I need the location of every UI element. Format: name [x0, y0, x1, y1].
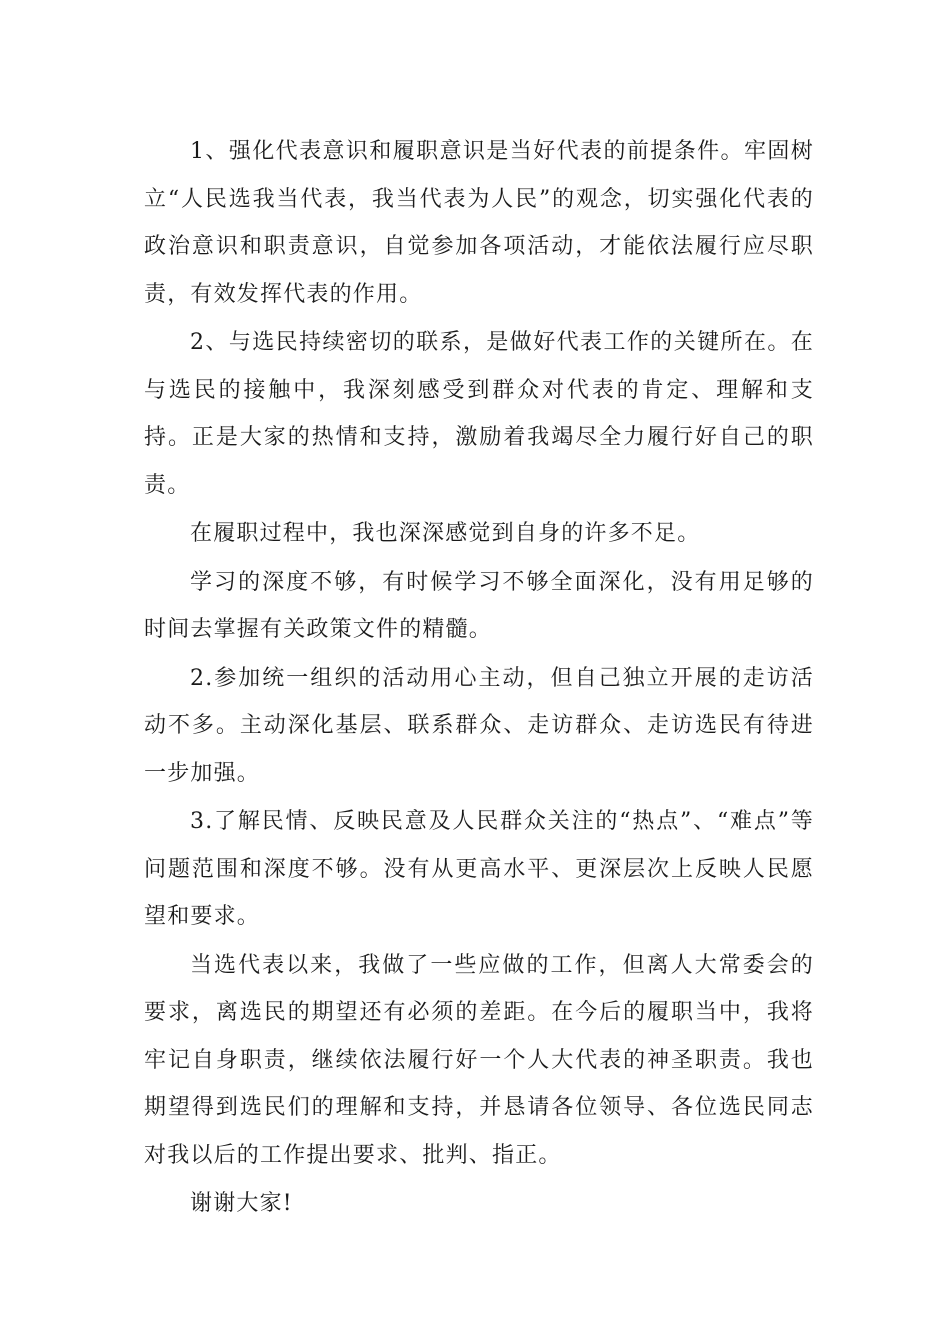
- paragraph-awareness: 1、强化代表意识和履职意识是当好代表的前提条件。牢固树立“人民选我当代表，我当代表为人民”的观念，切实强化代表的政治意识和职责意识，自觉参加各项活动，才能依法履行应尽职责，有效发挥代表的作用。: [144, 139, 814, 307]
- paragraph-study-depth: 学习的深度不够，有时候学习不够全面深化，没有用足够的时间去掌握有关政策文件的精髓。: [144, 569, 814, 642]
- paragraph-thanks: 谢谢大家!: [190, 1191, 293, 1216]
- document-body: [144, 128, 814, 1228]
- paragraph-voter-contact: 2、与选民持续密切的联系，是做好代表工作的关键所在。在与选民的接触中，我深刻感受到群众对代表的肯定、理解和支持。正是大家的热情和支持，激励着我竭尽全力履行好自己的职责。: [144, 330, 814, 498]
- paragraph-public-opinion: 3.了解民情、反映民意及人民群众关注的“热点”、“难点”等问题范围和深度不够。没有从更高水平、更深层次上反映人民愿望和要求。: [144, 809, 814, 929]
- paragraph-shortcomings-intro: 在履职过程中，我也深深感觉到自身的许多不足。: [190, 521, 701, 546]
- paragraph-conclusion: 当选代表以来，我做了一些应做的工作，但离人大常委会的要求，离选民的期望还有必须的差距。在今后的履职当中，我将牢记自身职责，继续依法履行好一个人大代表的神圣职责。我也期望得到选民们的理解和支持，并恳请各位领导、各位选民同志对我以后的工作提出要求、批判、指正。: [144, 952, 814, 1168]
- paragraph-activities: 2.参加统一组织的活动用心主动，但自己独立开展的走访活动不多。主动深化基层、联系群众、走访群众、走访选民有待进一步加强。: [144, 665, 814, 786]
